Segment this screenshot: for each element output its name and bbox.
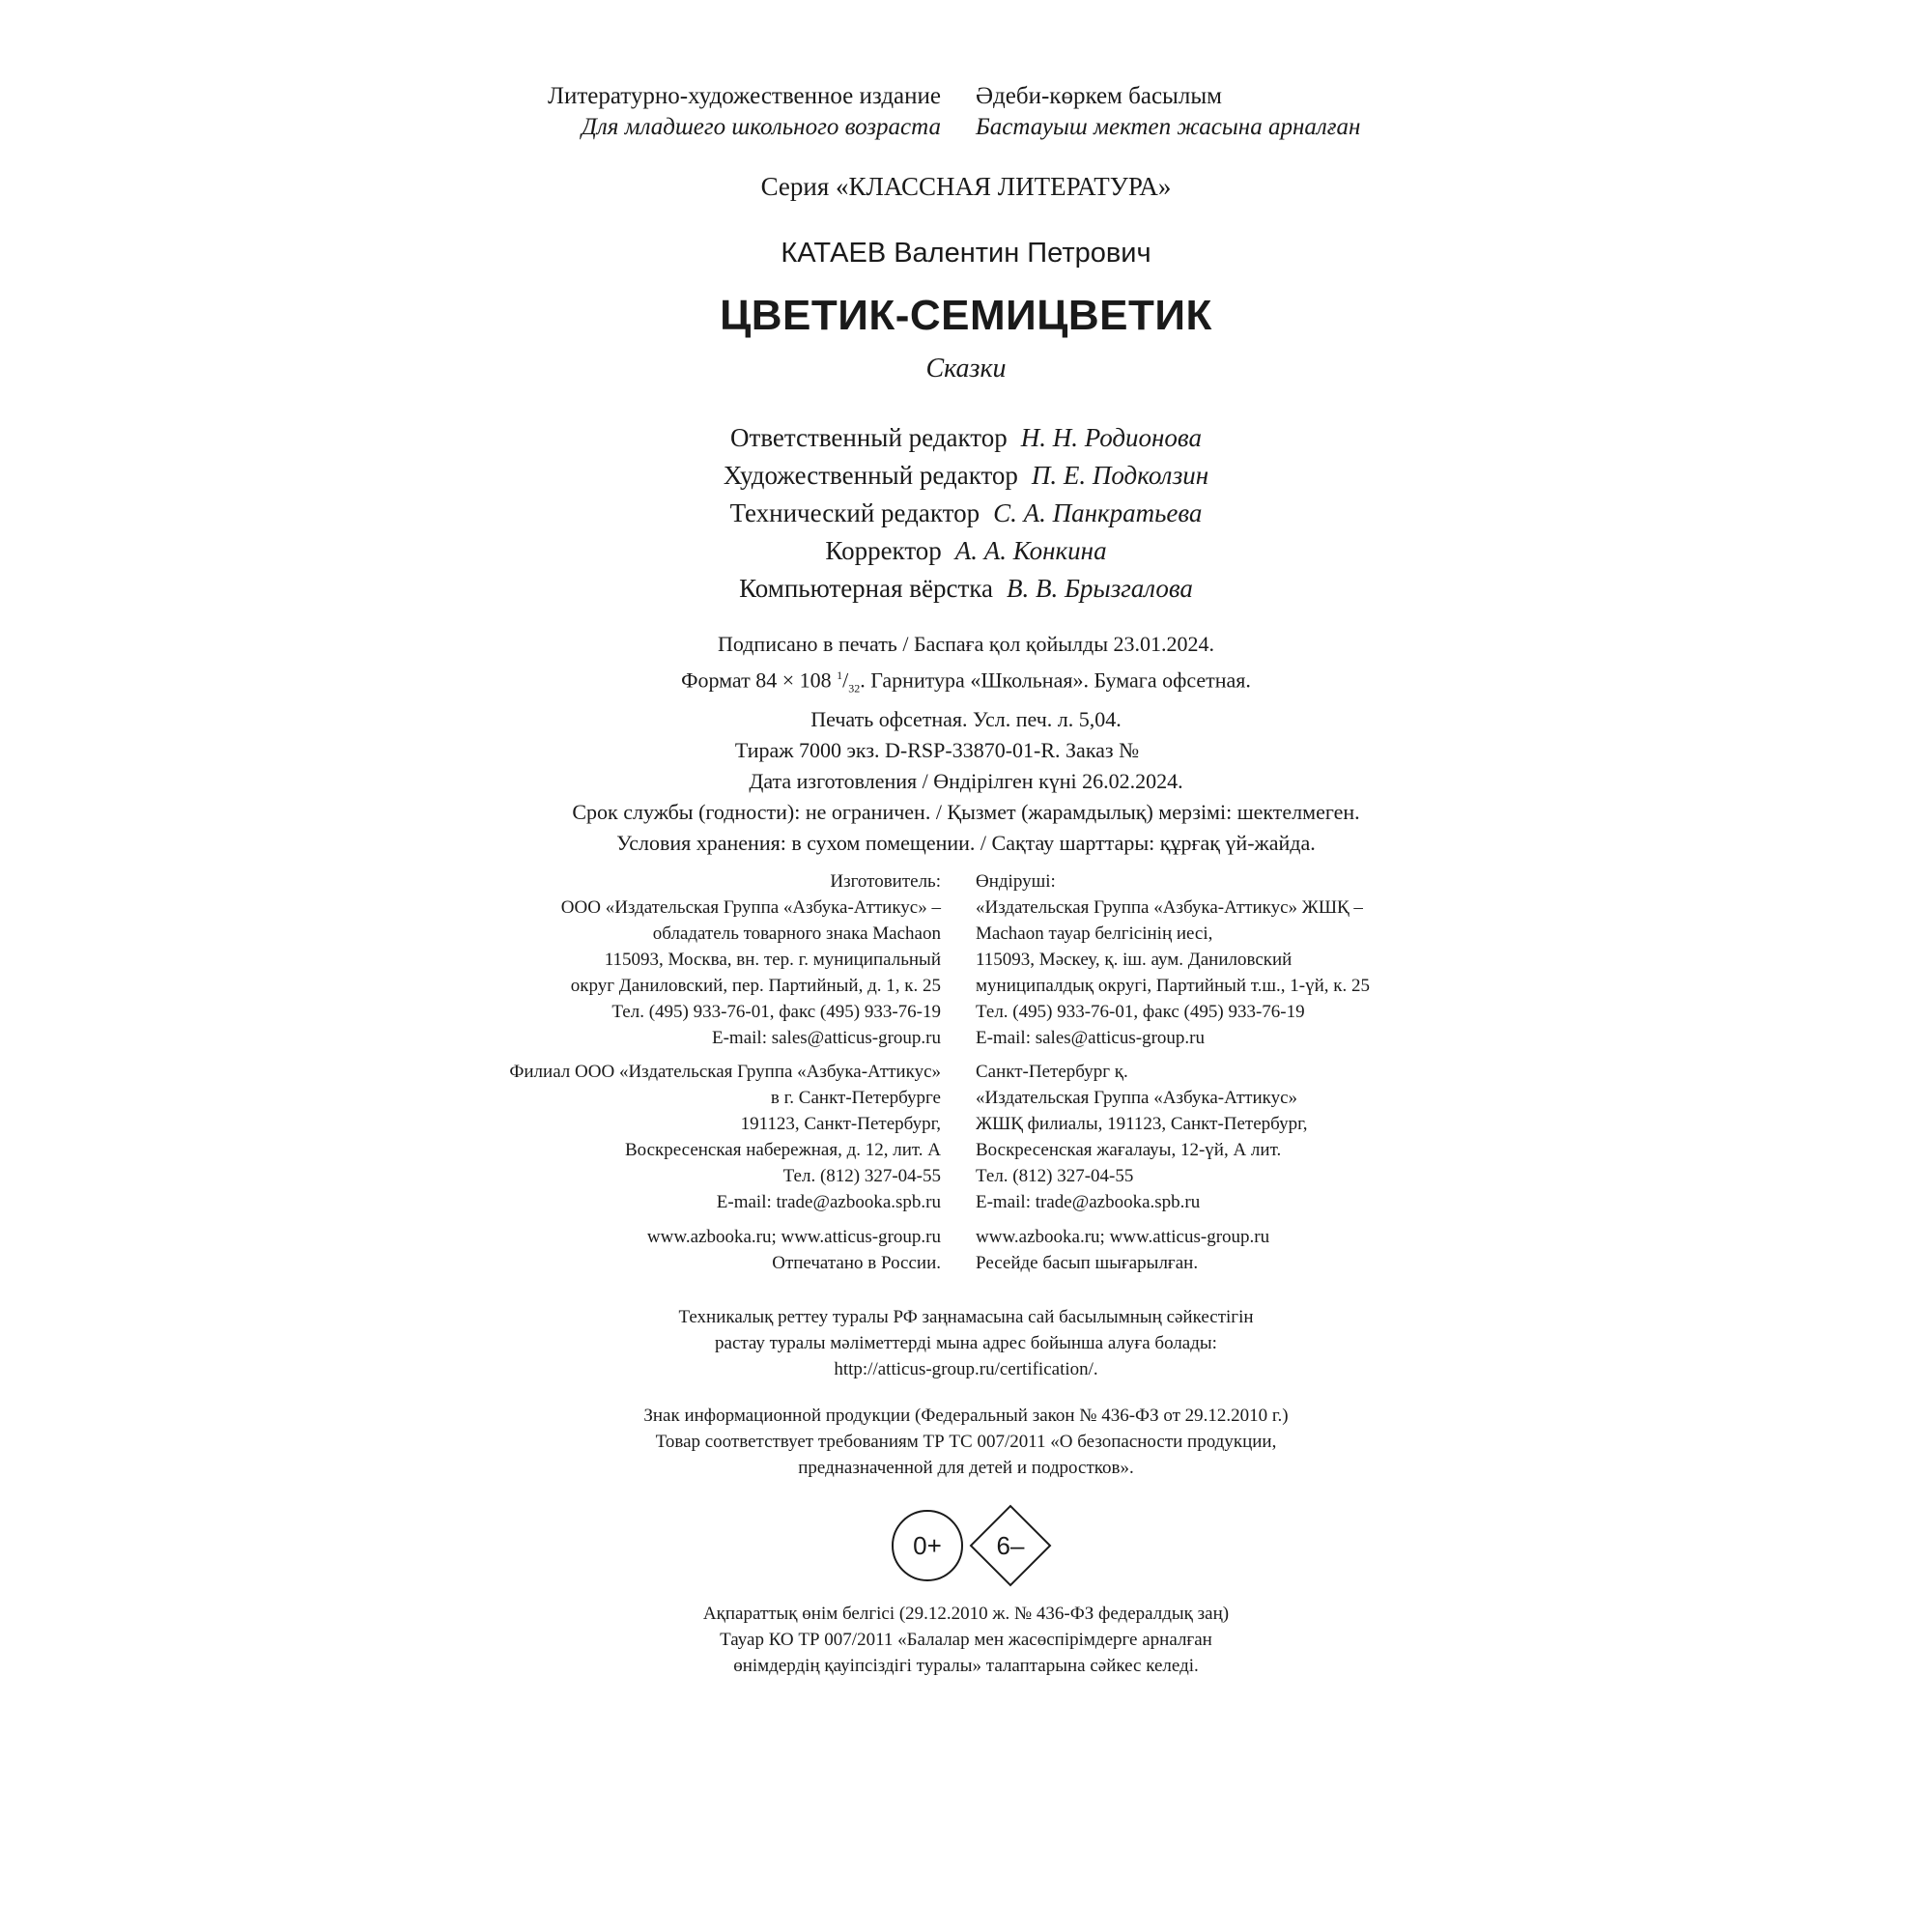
book-subtitle: Сказки [925, 354, 1007, 384]
imprint-block [0, 629, 1932, 859]
made-line: Дата изготовления / Өндірілген күні 26.02.2024. [749, 768, 1183, 793]
certification-block: Техникалық реттеу туралы РФ заңнамасына сай басылымның сәйкестігін растау туралы мәліметтерді мына адрес бойынша алуға болады: http://atticus-group.ru/certification/. [0, 1304, 1932, 1382]
website-links-ru: www.azbooka.ru; www.atticus-group.ru [646, 1227, 941, 1247]
staff-line: Компьютерная вёрстка В. В. Брызгалова [739, 574, 1193, 603]
branch-ru: Филиал ООО «Издательская Группа «Азбука-Аттикус» в г. Санкт-Петербурге 191123, Санкт-Петербург, Воскресенская набережная, д. 12, лит. А Тел. (812) 327-04-55 E-mail: trade@azbooka.spb.ru [509, 1062, 941, 1212]
staff-line: Технический редактор С. А. Панкратьева [729, 498, 1203, 527]
header-ru [0, 81, 958, 143]
genre-ru: Литературно-художественное издание [548, 83, 941, 109]
genre-kz: Әдеби-көркем басылым [976, 83, 1222, 109]
manufacturer-block [0, 868, 1932, 1051]
email-kz: E-mail: sales@atticus-group.ru [976, 1028, 1205, 1048]
run-line: Тираж 7000 экз. D-RSP-33870-01-R. Заказ № [734, 737, 1140, 762]
branch-kz: Санкт-Петербург қ. «Издательская Группа «Азбука-Аттикус» ЖШҚ филиалы, 191123, Санкт-Петербург, Воскресенская жағалауы, 12-үй, А лит. Тел. (812) 327-04-55 E-mail: trade@azbooka.spb.ru [976, 1062, 1308, 1212]
series-line: Серия «КЛАССНАЯ ЛИТЕРАТУРА» [760, 172, 1172, 201]
age-kz: Бастауыш мектеп жасына арналған [976, 114, 1361, 140]
header-kz [958, 81, 1932, 143]
web-ru: www.azbooka.ru; www.atticus-group.ru Отпечатано в России. [0, 1224, 958, 1276]
header-block [0, 81, 1932, 143]
certification-url: http://atticus-group.ru/certification/. [834, 1359, 1098, 1379]
age-ru: Для младшего школьного возраста [581, 114, 941, 140]
age-badges [892, 1508, 1056, 1585]
info-sign-kz: Ақпараттық өнім белгісі (29.12.2010 ж. № 436-ФЗ федералдық заң) Тауар КО ТР 007/2011 «Балалар мен жасөспірімдерге арналған өнімдердің қауіпсіздігі туралы» талаптарына сәйкес келеді. [702, 1604, 1230, 1676]
format-line: Формат 84 × 108 $^1/_{32}$. Гарнитура «Школьная». Бумага офсетная. [681, 668, 1251, 696]
info-sign-ru: Знак информационной продукции (Федеральный закон № 436-ФЗ от 29.12.2010 г.) Товар соответствует требованиям ТР ТС 007/2011 «О безопасности продукции, предназначенной для детей и подростков». [643, 1406, 1289, 1478]
email-ru: E-mail: sales@atticus-group.ru [712, 1028, 941, 1048]
manufacturer-ru: Изготовитель: ООО «Издательская Группа «Азбука-Аттикус» – обладатель товарного знака Machaon 115093, Москва, вн. тер. г. муниципальный округ Даниловский, пер. Партийный, д. 1, к. 25 Тел. (495) 933-76-01, факс (495) 933-76-19 E-mail: sales@atticus-group.ru [0, 868, 958, 1051]
signed-line: Подписано в печать / Баспаға қол қойылды 23.01.2024. [717, 632, 1215, 656]
tr-ts-badge: 6– [996, 1530, 1025, 1560]
web-kz: www.azbooka.ru; www.atticus-group.ru Ресейде басып шығарылған. [958, 1224, 1932, 1276]
staff-line: Ответственный редактор Н. Н. Родионова [730, 423, 1202, 452]
author-name: КАТАЕВ Валентин Петрович [781, 238, 1151, 269]
staff-line: Корректор А. А. Конкина [825, 536, 1107, 565]
branch-block [0, 1059, 1932, 1215]
staff-list [0, 419, 1932, 608]
storage-line: Условия хранения: в сухом помещении. / Сақтау шарттары: құрғақ үй-жайда. [616, 830, 1316, 855]
book-title: ЦВЕТИК-СЕМИЦВЕТИК [720, 292, 1212, 339]
age-rating-badge: 0+ [892, 1510, 963, 1581]
website-links-kz: www.azbooka.ru; www.atticus-group.ru [976, 1227, 1270, 1247]
manufacturer-kz: Өндіруші: «Издательская Группа «Азбука-Аттикус» ЖШҚ – Machaon тауар белгісінің иесі, 115093, Мәскеу, қ. іш. аум. Даниловский муниципалдық округі, Партийный т.ш., 1-үй, к. 25 Тел. (495) 933-76-01, факс (495) 933-76-19 E-mail: sales@atticus-group.ru [958, 868, 1932, 1051]
shelf-line: Срок службы (годности): не ограничен. / Қызмет (жарамдылық) мерзімі: шектелмеген. [572, 799, 1360, 824]
web-block [0, 1224, 1932, 1276]
print-line: Печать офсетная. Усл. печ. л. 5,04. [810, 706, 1122, 731]
staff-line: Художественный редактор П. Е. Подколзин [723, 461, 1209, 490]
